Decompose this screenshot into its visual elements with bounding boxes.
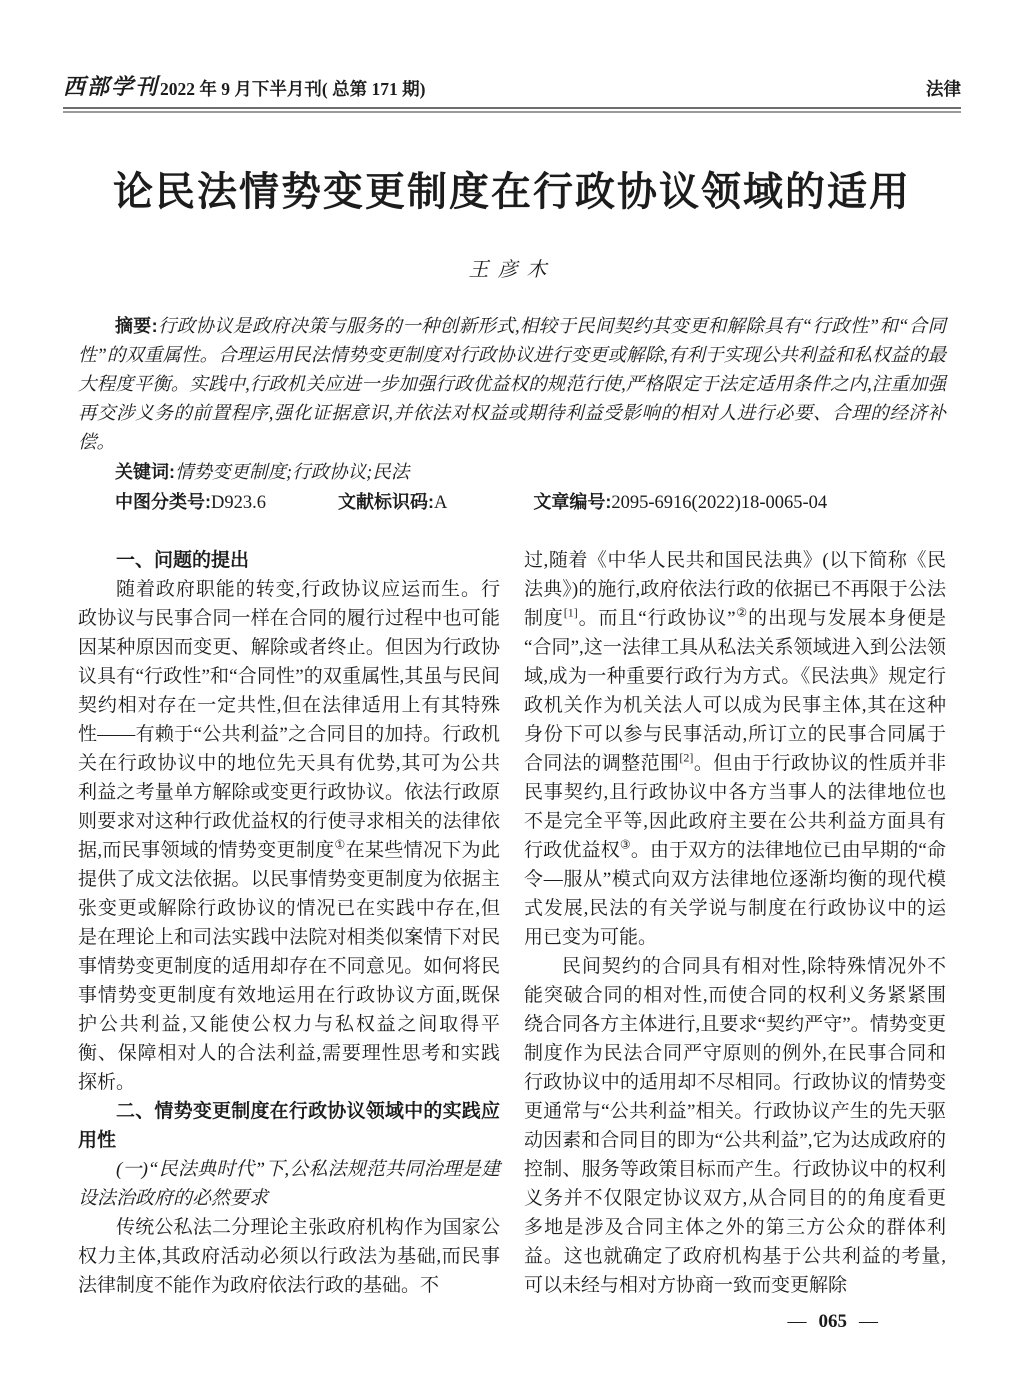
footnote-marker-1: ① [334, 837, 346, 852]
article-body [78, 546, 946, 1300]
section-label: 法律 [926, 79, 961, 99]
page-number-dash-left: — [787, 1311, 807, 1332]
publication-info-line [78, 488, 946, 518]
paragraph-text: 。但由于行政协议的性质并非民事契约,且行政协议中各方当事人的法律地位也不是完全平等,因此政府主要在公共利益方面具有行政优益权 [524, 753, 946, 861]
left-column [78, 546, 500, 1300]
abstract-label: 摘要: [115, 316, 158, 336]
article-id-value: 2095-6916(2022)18-0065-04 [611, 493, 828, 513]
issue-info: 2022 年 9 月下半月刊( 总第 171 期) [160, 79, 426, 99]
paragraph-text: 过,随着《中华人民共和国民法典》(以下简称《民法典》)的施行,政府依法行政的依据已不再限于公法制度 [524, 550, 946, 629]
doc-code-label: 文献标识码: [338, 492, 434, 512]
paragraph-text: 随着政府职能的转变,行政协议应运而生。行政协议与民事合同一样在合同的履行过程中也可能因某种原因而变更、解除或者终止。但因为行政协议具有“行政性”和“合同性”的双重属性,其虽与民间契约相对存在一定共性,但在法律适用上有其特殊性——有赖于“公共利益”之合同目的加持。行政机关在行政协议中的地位先天具有优势,其可为公共利益之考量单方解除或变更行政协议。依法行政原则要求对这种行政优益权的行使寻求相关的法律依据,而民事领域的情势变更制度 [78, 579, 500, 861]
paragraph: 传统公私法二分理论主张政府机构作为国家公权力主体,其政府活动必须以行政法为基础,而民事法律制度不能作为政府依法行政的基础。不 [78, 1217, 500, 1296]
article-title: 论民法情势变更制度在行政协议领域的适用 [113, 169, 911, 214]
paragraph [524, 546, 946, 952]
page-header [63, 0, 961, 101]
clc-value: D923.6 [211, 493, 266, 513]
page-number-value: 065 [818, 1311, 847, 1332]
clc-group [115, 493, 266, 513]
reference-marker-1: [1] [563, 605, 578, 620]
section-heading-1: 一、问题的提出 [116, 550, 250, 571]
divider-line-bottom [63, 111, 961, 113]
abstract-text: 行政协议是政府决策与服务的一种创新形式,相较于民间契约其变更和解除具有“行政性”和“合同性”的双重属性。合理运用民法情势变更制度对行政协议进行变更或解除,有利于实现公共利益和私权益的最大程度平衡。实践中,行政机关应进一步加强行政优益权的规范行使,严格限定于法定适用条件之内,注重加强再交涉义务的前置程序,强化证据意识,并依法对权益或期待利益受影响的相对人进行必要、合理的经济补偿。 [78, 317, 947, 453]
section-heading-2: 二、情势变更制度在行政协议领域中的实践应用性 [78, 1101, 500, 1151]
clc-label: 中图分类号: [115, 492, 211, 512]
keywords-text: 情势变更制度;行政协议;民法 [175, 463, 410, 483]
reference-marker-2: [2] [679, 750, 694, 765]
subsection-heading: (一)“民法典时代”下,公私法规范共同治理是建设法治政府的必然要求 [78, 1159, 500, 1209]
abstract-paragraph [78, 312, 946, 458]
footnote-marker-2: ② [735, 605, 749, 620]
paragraph-text: 在某些情况下为此提供了成文法依据。以民事情势变更制度为依据主张变更或解除行政协议的情况已在实践中存在,但是在理论上和司法实践中法院对相类似案情下对民事情势变更制度的适用却存在不同意见。如何将民事情势变更制度有效地运用在行政协议方面,既保护公共利益,又能使公权力与私权益之间取得平衡、保障相对人的合法利益,需要理性思考和实践探析。 [78, 840, 500, 1093]
doc-code-value: A [434, 493, 448, 513]
page-number [776, 1311, 891, 1333]
paragraph [78, 575, 500, 1097]
article-id-group [533, 493, 827, 513]
article-meta [78, 312, 946, 518]
header-divider [63, 107, 961, 113]
paragraph-text: 的出现与发展本身便是“合同”,这一法律工具从私法关系领域进入到公法领域,成为一种重要行政行为方式。《民法典》规定行政机关作为机关法人可以成为民事主体,其在这种身份下可以参与民事活动,所订立的民事合同属于合同法的调整范围 [524, 608, 946, 774]
footnote-marker-3: ③ [619, 837, 631, 852]
page-number-dash-right: — [859, 1311, 878, 1332]
journal-logo: 西部学刊 [63, 74, 160, 99]
keywords-line [78, 458, 946, 488]
article-author: 王彦木 [468, 259, 556, 281]
doc-code-group [338, 493, 447, 513]
journal-info [63, 70, 425, 101]
paragraph-text: 。而且“行政协议” [577, 608, 736, 629]
article-id-label: 文章编号: [533, 492, 612, 512]
keywords-label: 关键词: [115, 462, 175, 482]
right-column [524, 546, 946, 1300]
paragraph: 民间契约的合同具有相对性,除特殊情况外不能突破合同的相对性,而使合同的权利义务紧紧围绕合同各方主体进行,且要求“契约严守”。情势变更制度作为民法合同严守原则的例外,在民事合同和行政协议中的适用却不尽相同。行政协议的情势变更通常与“公共利益”相关。行政协议产生的先天驱动因素和合同目的即为“公共利益”,它为达成政府的控制、服务等政策目标而产生。行政协议中的权利义务并不仅限定协议双方,从合同目的的角度看更多地是涉及合同主体之外的第三方公众的群体利益。这也就确定了政府机构基于公共利益的考量,可以未经与相对方协商一致而变更解除 [524, 956, 946, 1296]
paragraph-text: 。由于双方的法律地位已由早期的“命令—服从”模式向双方法律地位逐渐均衡的现代模式发展,民法的有关学说与制度在行政协议中的运用已变为可能。 [524, 840, 946, 948]
